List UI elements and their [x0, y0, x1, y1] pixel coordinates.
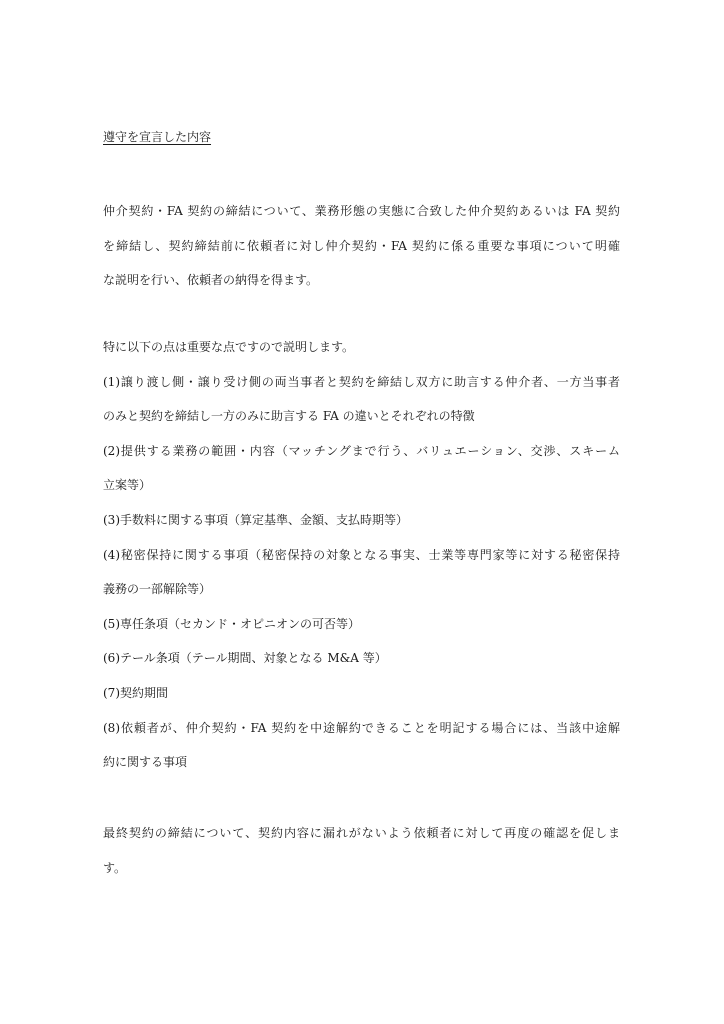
list-item-line: (5)専任条項（セカンド・オピニオンの可否等） — [103, 616, 360, 631]
list-item — [103, 434, 620, 503]
list-item-line: (2)提供する業務の範囲・内容（マッチングまで行う、バリュエーション、交渉、スキーム — [103, 443, 620, 458]
intro-line: を締結し、契約締結前に依頼者に対し仲介契約・FA 契約に係る重要な事項について明確 — [103, 238, 620, 253]
list-item-line: 約に関する事項 — [103, 755, 188, 770]
list-item-line: (1)譲り渡し側・譲り受け側の両当事者と契約を締結し双方に助言する仲介者、一方当事者 — [103, 374, 620, 389]
closing-paragraph — [103, 816, 620, 885]
heading-text: 遵守を宣言した内容 — [103, 130, 212, 144]
list-item — [103, 711, 620, 780]
list-item-line: (4)秘密保持に関する事項（秘密保持の対象となる事実、士業等専門家等に対する秘密保持 — [103, 547, 620, 562]
closing-line: 最終契約の締結について、契約内容に漏れがないよう依頼者に対して再度の確認を促しま — [103, 826, 620, 840]
list-item — [103, 538, 620, 607]
list-item — [103, 365, 620, 434]
list-item-line: (6)テール条項（テール期間、対象となる M&A 等） — [103, 651, 387, 666]
list-item-line: 立案等） — [103, 478, 152, 493]
list-item — [103, 676, 620, 711]
list-item-line: (8)依頼者が、仲介契約・FA 契約を中途解約できることを明記する場合には、当該中途解 — [103, 720, 620, 735]
list-item — [103, 641, 620, 676]
intro-paragraph — [103, 194, 620, 298]
list-item — [103, 607, 620, 642]
list-item — [103, 503, 620, 538]
intro-line: 仲介契約・FA 契約の締結について、業務形態の実態に合致した仲介契約あるいは FA 契約 — [103, 204, 620, 218]
intro-line: な説明を行い、依頼者の納得を得ます。 — [103, 273, 319, 288]
list-item-line: (7)契約期間 — [103, 685, 168, 700]
list-item-line: のみと契約を締結し一方のみに助言する FA の違いとそれぞれの特徴 — [103, 409, 475, 424]
closing-line: す。 — [103, 860, 127, 875]
list-item-line: (3)手数料に関する事項（算定基準、金額、支払時期等） — [103, 512, 409, 527]
list-item-line: 義務の一部解除等） — [103, 582, 212, 597]
list-lead: 特に以下の点は重要な点ですので説明します。 — [103, 340, 355, 354]
explanation-list — [103, 330, 620, 780]
section-heading — [103, 120, 620, 155]
